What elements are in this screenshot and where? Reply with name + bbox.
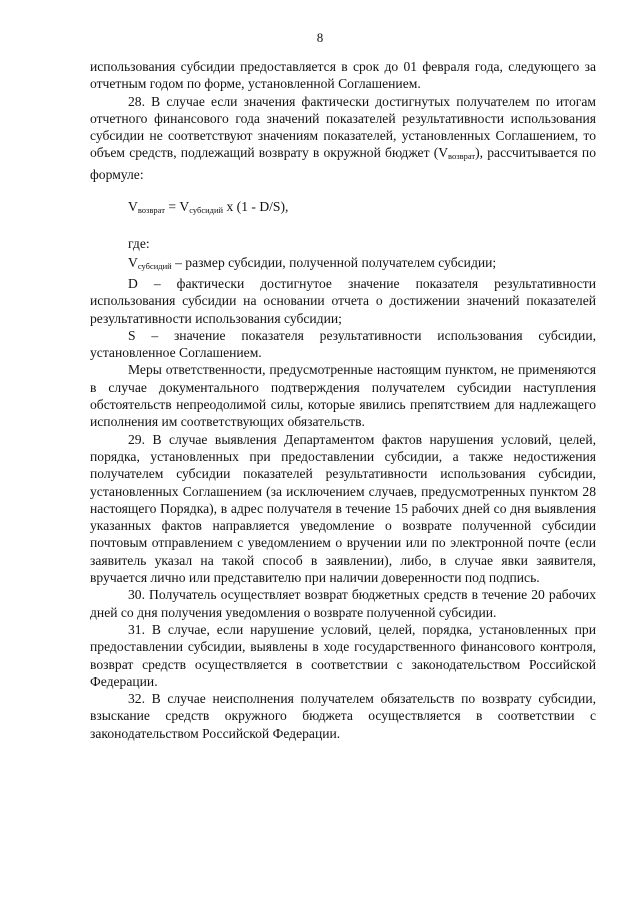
paragraph-30: 30. Получатель осуществляет возврат бюджетных средств в течение 20 рабочих дней со дня получения уведомления о возврате полученной субсидии. — [90, 587, 596, 620]
page-number: 8 — [316, 30, 324, 45]
paragraph-measures: Меры ответственности, предусмотренные настоящим пунктом, не применяются в случае документального подтверждения получателем субсидии наступления обстоятельств непреодолимой силы, которые явились препятствием для надлежащего исполнения им соответствующих обязательств. — [90, 362, 596, 430]
definition-v-text: – размер субсидии, полученной получателем субсидии; — [171, 254, 497, 270]
subscript-vozvrat: возврат — [448, 151, 476, 162]
where-label: где: — [128, 236, 150, 252]
formula-sub-subsidiy: субсидий — [189, 205, 224, 216]
formula-rest: x (1 - D/S), — [223, 199, 289, 215]
paragraph-31: 31. В случае, если нарушение условий, целей, порядка, установленных при предоставлении субсидии, выявлены в ходе государственного финансового контроля, возврат средств осуществляется в соответствии с законодательством Российской Федерации. — [90, 621, 596, 689]
definition-v-sub: субсидий — [137, 260, 172, 271]
paragraph-29: 29. В случае выявления Департаментом фактов нарушения условий, целей, порядка, установленных при предоставлении субсидии, а также недостижения получателем субсидии показателей результативности использования субсидии, установленных Соглашением (за исключением случаев, предусмотренных пунктом 28 настоящего Порядка), в адрес получателя в течение 15 рабочих дней со дня выявления указанных фактов направляется уведомление о возврате полученной субсидии почтовым отправлением с уведомлением о вручении или по электронной почте (если заявитель указал на такой способ в заявлении), либо, в случае явки заявителя, вручается лично или представителю при наличии доверенности под подпись. — [90, 431, 596, 586]
definition-s: S – значение показателя результативности использования субсидии, установленное Соглашением. — [90, 327, 596, 361]
definition-v — [90, 254, 596, 275]
formula — [90, 198, 596, 219]
definition-d: D – фактически достигнутое значение показателя результативности использования субсидии на основании отчета о достижении значений показателей результативности использования субсидии; — [90, 275, 596, 326]
formula-sub-vozvrat: возврат — [137, 205, 165, 216]
paragraph-intro: использования субсидии предоставляется в срок до 01 февраля года, следующего за отчетным годом по форме, установленной Соглашением. — [90, 59, 596, 92]
document-body — [90, 58, 596, 742]
formula-v: V — [128, 199, 138, 215]
paragraph-28-end: ), рассчитывается по формуле: — [90, 145, 596, 182]
paragraph-32: 32. В случае неисполнения получателем обязательств по возврату субсидии, взыскание средств окружного бюджета осуществляется в соответствии с законодательством Российской Федерации. — [90, 691, 596, 741]
formula-equals: = V — [164, 199, 190, 215]
paragraph-28 — [90, 93, 596, 183]
definition-v-symbol: V — [128, 254, 138, 270]
paragraph-28-text: 28. В случае если значения фактически достигнутых получателем по итогам отчетного финансового года значений показателей результативности использования субсидии не соответствуют значениям показателей, установленных Соглашением, то объем средств, подлежащий возврату в окружной бюджет (V — [90, 93, 596, 161]
